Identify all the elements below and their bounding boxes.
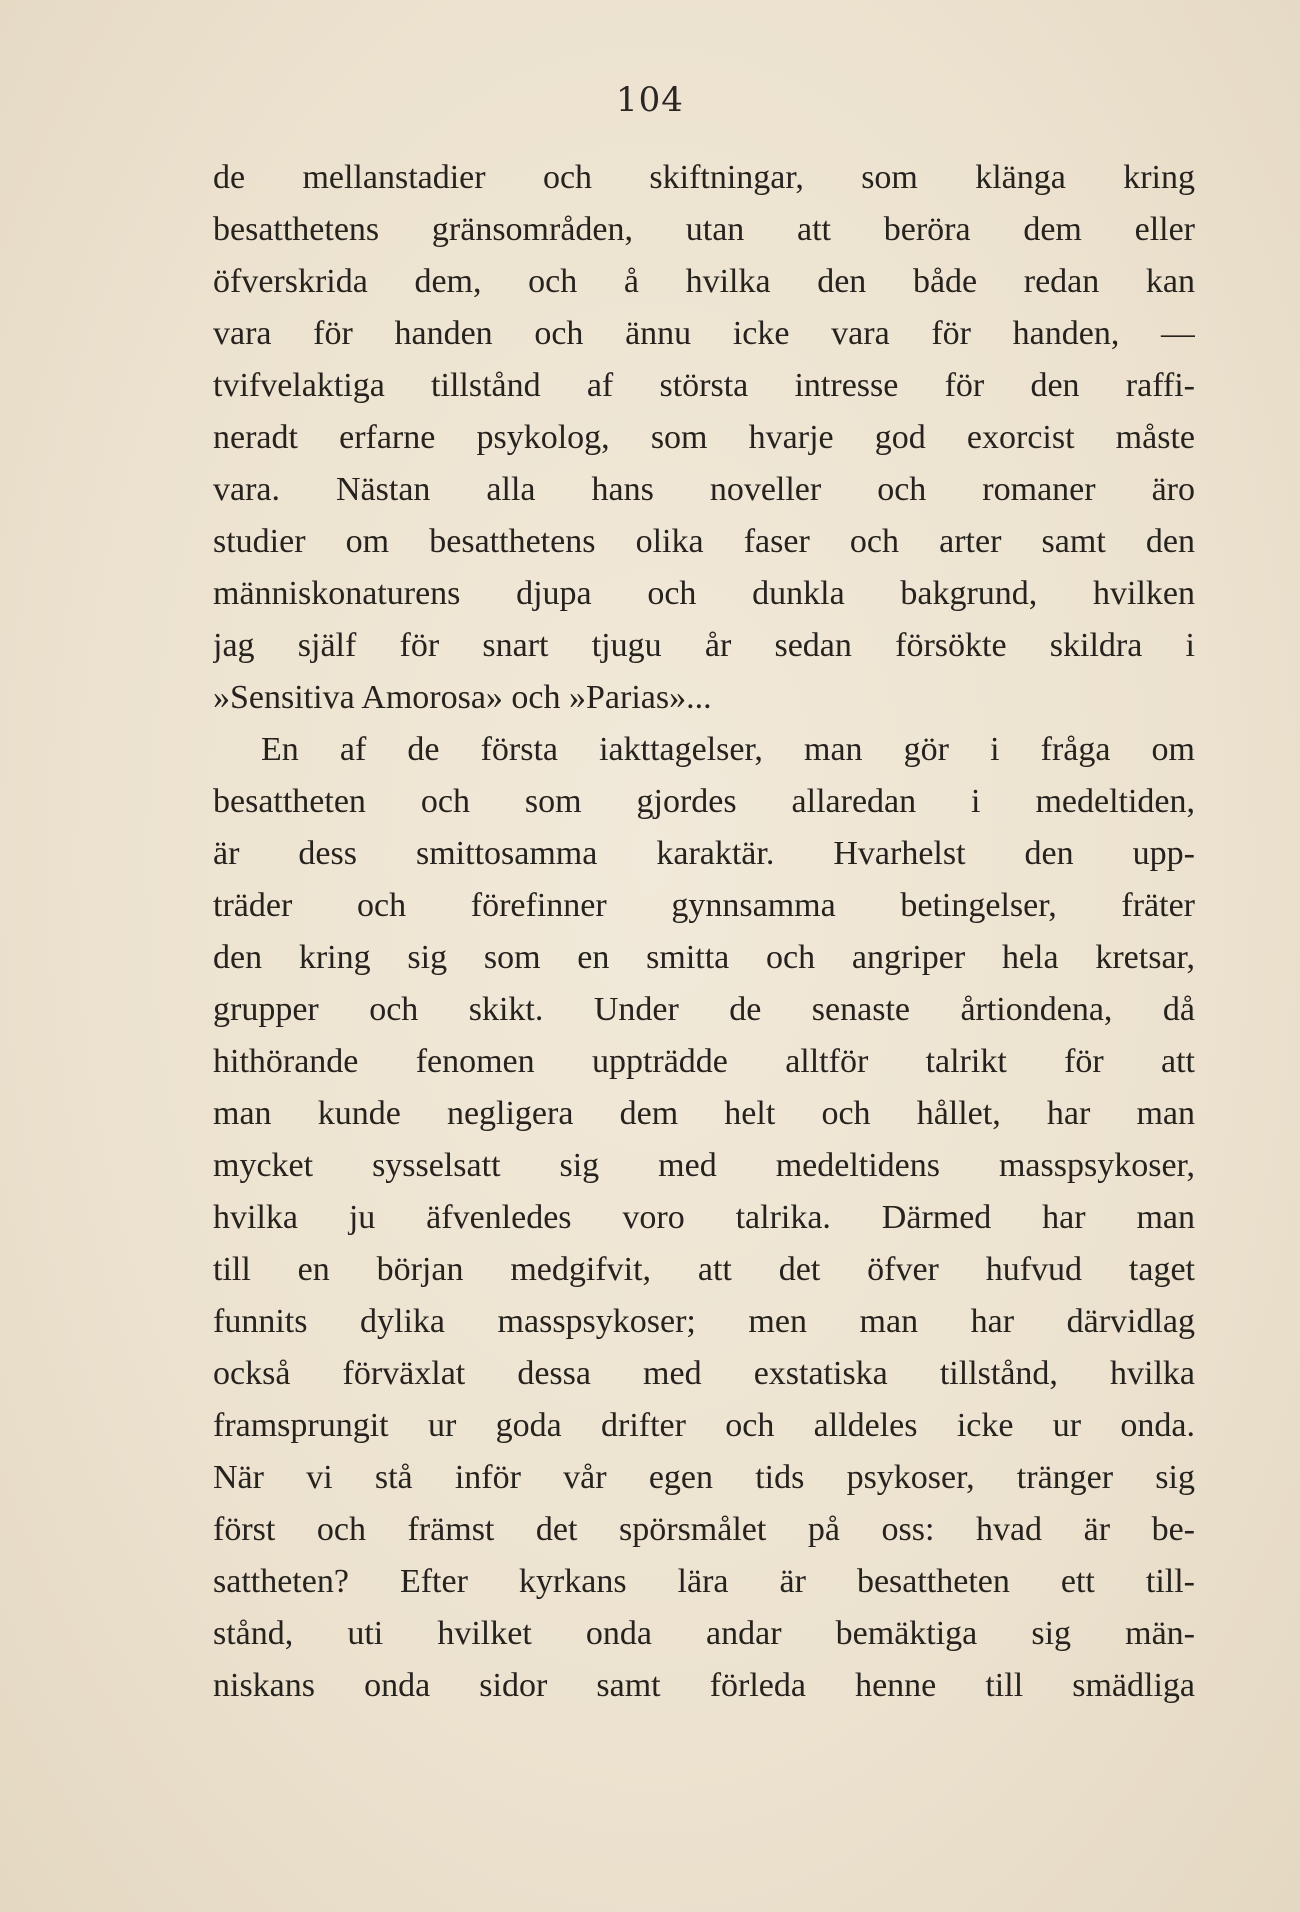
- text-line: man kunde negligera dem helt och hållet, har man: [213, 1095, 1195, 1132]
- text-line: vara. Nästan alla hans noveller och romaner äro: [213, 471, 1195, 508]
- text-line: neradt erfarne psykolog, som hvarje god exorcist måste: [213, 419, 1195, 456]
- text-line: stånd, uti hvilket onda andar bemäktiga sig män-: [213, 1615, 1195, 1652]
- text-line: framsprungit ur goda drifter och alldeles icke ur onda.: [213, 1407, 1195, 1444]
- text-line: sattheten? Efter kyrkans lära är besattheten ett till-: [213, 1563, 1195, 1600]
- text-line: studier om besatthetens olika faser och arter samt den: [213, 523, 1195, 560]
- text-line: jag själf för snart tjugu år sedan försökte skildra i: [213, 627, 1195, 664]
- text-line: »Sensitiva Amorosa» och »Parias»...: [213, 679, 712, 716]
- text-line: hvilka ju äfvenledes voro talrika. Därmed har man: [213, 1199, 1195, 1236]
- text-line: öfverskrida dem, och å hvilka den både redan kan: [213, 263, 1195, 300]
- text-line: När vi stå inför vår egen tids psykoser, tränger sig: [213, 1459, 1195, 1496]
- text-line: En af de första iakttagelser, man gör i fråga om: [261, 731, 1195, 768]
- text-line: tvifvelaktiga tillstånd af största intresse för den raffi-: [213, 367, 1195, 404]
- text-line: funnits dylika masspsykoser; men man har därvidlag: [213, 1303, 1195, 1340]
- text-line: hithörande fenomen uppträdde alltför talrikt för att: [213, 1043, 1195, 1080]
- text-line: niskans onda sidor samt förleda henne till smädliga: [213, 1667, 1195, 1704]
- text-line: till en början medgifvit, att det öfver hufvud taget: [213, 1251, 1195, 1288]
- text-line: besattheten och som gjordes allaredan i medeltiden,: [213, 783, 1195, 820]
- text-line: den kring sig som en smitta och angriper hela kretsar,: [213, 939, 1195, 976]
- page-number: 104: [616, 80, 684, 120]
- text-line: grupper och skikt. Under de senaste årtiondena, då: [213, 991, 1195, 1028]
- text-line: mycket sysselsatt sig med medeltidens masspsykoser,: [213, 1147, 1195, 1184]
- text-line: är dess smittosamma karaktär. Hvarhelst den upp-: [213, 835, 1195, 872]
- text-line: vara för handen och ännu icke vara för handen, —: [213, 315, 1195, 352]
- text-line: människonaturens djupa och dunkla bakgrund, hvilken: [213, 575, 1195, 612]
- text-line: först och främst det spörsmålet på oss: hvad är be-: [213, 1511, 1195, 1548]
- text-line: också förväxlat dessa med exstatiska tillstånd, hvilka: [213, 1355, 1195, 1392]
- text-line: de mellanstadier och skiftningar, som klänga kring: [213, 159, 1195, 196]
- text-line: besatthetens gränsområden, utan att beröra dem eller: [213, 211, 1195, 248]
- text-line: träder och förefinner gynnsamma betingelser, fräter: [213, 887, 1195, 924]
- body-text: [213, 152, 1195, 1712]
